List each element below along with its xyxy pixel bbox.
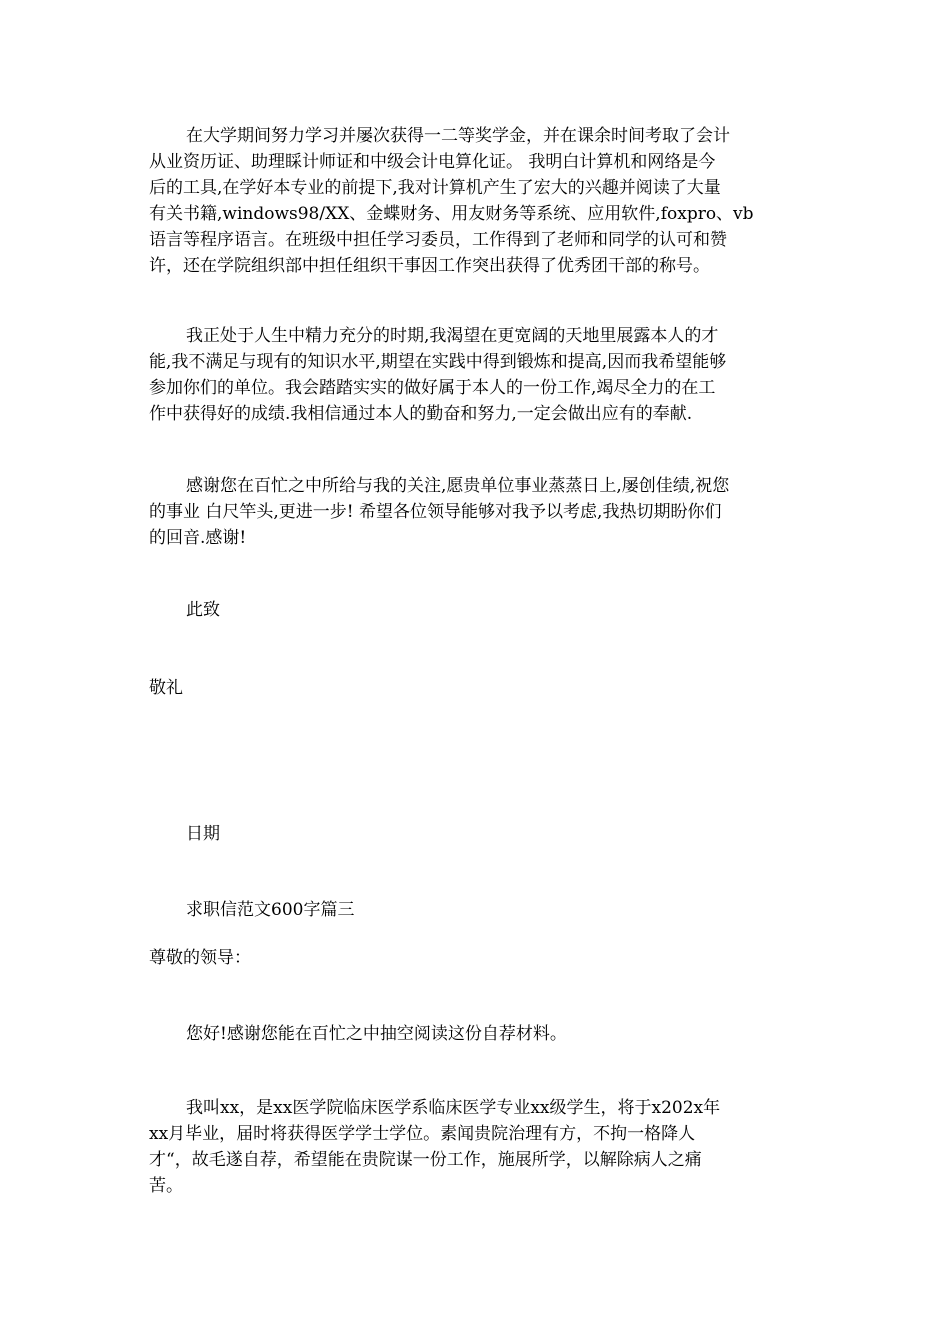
greeting-text: 尊敬的领导： bbox=[149, 948, 251, 968]
text-line: 参加你们的单位。我会踏踏实实的做好属于本人的一份工作,竭尽全力的在工 bbox=[149, 378, 716, 398]
text-line: 有关书籍,windows98/XX、金蝶财务、用友财务等系统、应用软件,foxpro、vb bbox=[149, 204, 754, 224]
text-line: 语言等程序语言。在班级中担任学习委员，工作得到了老师和同学的认可和赞 bbox=[149, 230, 727, 250]
text-line: 的回音.感谢! bbox=[149, 528, 247, 548]
text-line: 许，还在学院组织部中担任组织干事因工作突出获得了优秀团干部的称号。 bbox=[149, 256, 710, 276]
date-label: 日期 bbox=[186, 824, 220, 844]
text-line: 在大学期间努力学习并屡次获得一二等奖学金，并在课余时间考取了会计 bbox=[186, 126, 730, 146]
text-line: 后的工具,在学好本专业的前提下,我对计算机产生了宏大的兴趣并阅读了大量 bbox=[149, 178, 721, 198]
text-line: xx月毕业，届时将获得医学学士学位。素闻贵院治理有方，不拘一格降人 bbox=[149, 1124, 696, 1144]
salute-text: 敬礼 bbox=[149, 678, 183, 698]
text-line: 感谢您在百忙之中所给与我的关注,愿贵单位事业蒸蒸日上,屡创佳绩,祝您 bbox=[186, 476, 730, 496]
text-line: 我正处于人生中精力充分的时期,我渴望在更宽阔的天地里展露本人的才 bbox=[186, 326, 719, 346]
text-line: 能,我不满足与现有的知识水平,期望在实践中得到锻炼和提高,因而我希望能够 bbox=[149, 352, 727, 372]
paragraph-intro: 您好!感谢您能在百忙之中抽空阅读这份自荐材料。 bbox=[186, 1024, 567, 1044]
text-line: 苦。 bbox=[149, 1176, 183, 1196]
text-line: 从业资历证、助理睬计师证和中级会计电算化证。 我明白计算机和网络是今 bbox=[149, 152, 716, 172]
section-title: 求职信范文600字篇三 bbox=[186, 900, 355, 920]
text-line: 我叫xx，是xx医学院临床医学系临床医学专业xx级学生，将于x202x年 bbox=[186, 1098, 721, 1118]
closing-text: 此致 bbox=[186, 600, 220, 620]
text-line: 作中获得好的成绩.我相信通过本人的勤奋和努力,一定会做出应有的奉献. bbox=[149, 404, 693, 424]
text-line: 才“，故毛遂自荐，希望能在贵院谋一份工作，施展所学，以解除病人之痛 bbox=[149, 1150, 702, 1170]
text-line: 的事业 白尺竿头,更进一步! 希望各位领导能够对我予以考虑,我热切期盼你们 bbox=[149, 502, 722, 522]
